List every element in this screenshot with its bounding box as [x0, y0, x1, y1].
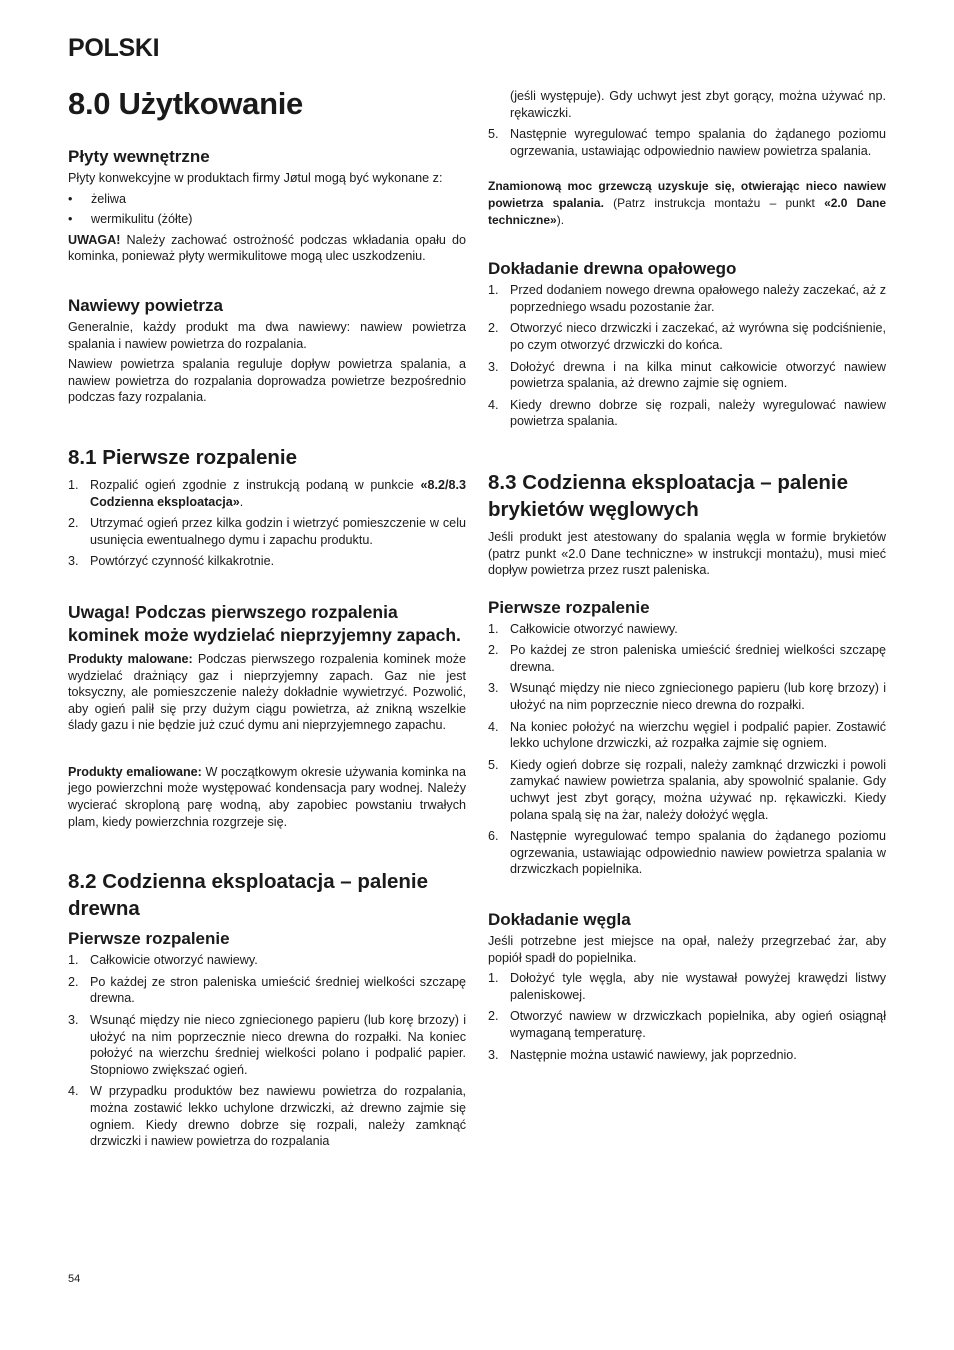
- plyty-list: [68, 191, 466, 228]
- list-item: 2. Otworzyć nieco drzwiczki i zaczekać, aż wyrówna się podciśnienie, po czym otworzyć drzwiczki do końca.: [488, 321, 886, 352]
- left-column: [68, 146, 466, 1155]
- heading-dokladanie-wegla: Dokładanie węgla: [488, 910, 631, 929]
- heading-nawiewy: Nawiewy powietrza: [68, 295, 223, 315]
- list-item: 2. Po każdej ze stron paleniska umieścić średniej wielkości szczapę drewna.: [68, 974, 466, 1006]
- right-column: [488, 88, 886, 1068]
- list-wegiel: [488, 970, 886, 1063]
- page-title: 8.0 Użytkowanie: [68, 86, 303, 121]
- list-item: 2. Utrzymać ogień przez kilka godzin i wietrzyć pomieszczenie w celu usunięcia ewentualnego dymu i zapachu produktu.: [68, 516, 466, 547]
- plyty-note: UWAGA! Należy zachować ostrożność podczas wkładania opału do kominka, ponieważ płyty wermikulitowe mogą ulec uszkodzeniu.: [68, 232, 466, 264]
- subheading-8-2: Pierwsze rozpalenie: [68, 929, 230, 949]
- list-item: 4. Kiedy drewno dobrze się rozpali, należy wyregulować nawiew powietrza spalania.: [488, 397, 886, 429]
- list-item: 5. Następnie wyregulować tempo spalania do żądanego poziomu ogrzewania, ustawiając odpowiednio nawiew powietrza spalania.: [488, 127, 886, 158]
- list-item: 6. Następnie wyregulować tempo spalania do żądanego poziomu ogrzewania, ustawiając odpowiednio nawiew powietrza spalania w drzwiczkach popielnika.: [488, 829, 886, 877]
- list-8-2-cont: [488, 88, 886, 159]
- list-item: 1. Rozpalić ogień zgodnie z instrukcją podaną w punkcie «8.2/8.3 Codzienna eksploatacja».: [68, 477, 466, 509]
- heading-8-1: 8.1 Pierwsze rozpalenie: [68, 445, 298, 469]
- list-item: 1. Całkowicie otworzyć nawiewy.: [488, 621, 678, 636]
- list-8-3: [488, 621, 886, 878]
- uwaga-p2: Produkty emaliowane: W początkowym okresie używania kominka na jego powierzchni może występować kondensacja pary wodnej. Należy wycierać skroploną parę wodną, aby zapobiec powstaniu trwałych plam, kiedy powierzchnia rozgrzeje się.: [68, 764, 467, 829]
- heading-8-2: 8.2 Codzienna eksploatacja – palenie drewna: [68, 870, 429, 921]
- list-item: 4. W przypadku produktów bez nawiewu powietrza do rozpalania, można zostawić lekko uchylone drzwiczki, aż drewno zajmie się ogniem. Kiedy drewno dobrze się rozpali, należy zamknąć drzwiczki i nawiew powietrza do rozpalania: [68, 1084, 466, 1149]
- list-item: (jeśli występuje). Gdy uchwyt jest zbyt gorący, można używać np. rękawiczki.: [510, 89, 886, 120]
- list-item: 3. Wsunąć między nie nieco zgniecionego papieru (lub korę brzozy) i ułożyć na nim poprzecznie nieco drewna do rozpałki. Na koniec położyć na wierzchu średniej wielkości polano i podpalić papier. Stopniowo zwiększać ogień.: [68, 1013, 466, 1077]
- heading-uwaga: Uwaga! Podczas pierwszego rozpalenia kominek może wydzielać nieprzyjemny zapach.: [68, 601, 461, 645]
- list-item: 2. Po każdej ze stron paleniska umieścić średniej wielkości szczapę drewna.: [488, 643, 886, 674]
- list-item: 2. Otworzyć nawiew w drzwiczkach popielnika, aby ogień osiągnął wymaganą temperaturę.: [488, 1009, 886, 1040]
- list-item: 4. Na koniec położyć na wierzchu węgiel i podpalić papier. Zostawić lekko uchylone drzwiczki, aż rozpałka zajmie się ogniem.: [488, 719, 886, 751]
- heading-8-3: 8.3 Codzienna eksploatacja – palenie brykietów węglowych: [488, 470, 849, 521]
- s83-intro: Jeśli produkt jest atestowany do spalania węgla w formie brykietów (patrz punkt «2.0 Dane techniczne» w instrukcji montażu), musi mieć dopływ powietrza przez ruszt paleniska.: [488, 529, 886, 578]
- list-item: 5. Kiedy ogień dobrze się rozpali, należy zamknąć drzwiczki i powoli zamykać nawiew powietrza spalania, aby spowolnić spalanie. Gdy uchwyt jest zbyt gorący, można używać np. rękawiczki. Kiedy polana spalą się na żar, należy dołożyć węgla.: [488, 757, 886, 822]
- heading-dokladanie-drewna: Dokładanie drewna opałowego: [488, 259, 737, 279]
- list-item: 1. Przed dodaniem nowego drewna opałowego należy zaczekać, aż z poprzedniego wsadu pozostanie żar.: [488, 283, 886, 314]
- nawiewy-p2: Nawiew powietrza spalania reguluje dopływ powietrza spalania, a nawiew powietrza do rozpalania doprowadza powietrze bezpośrednio podczas fazy rozpalania.: [68, 357, 466, 405]
- list-dokladanie: [488, 282, 886, 430]
- language-label: POLSKI: [68, 34, 160, 62]
- list-item: • wermikulitu (żółte): [68, 212, 193, 227]
- list-item: 3. Następnie można ustawić nawiewy, jak poprzednio.: [488, 1047, 797, 1062]
- list-item: 1. Dołożyć tyle węgla, aby nie wystawał powyżej krawędzi listwy paleniskowej.: [488, 971, 886, 1002]
- list-item: 3. Dołożyć drewna i na kilka minut całkowicie otworzyć nawiew powietrza spalania, aż drewno zajmie się ogniem.: [488, 359, 886, 391]
- page-number: 54: [68, 1273, 81, 1285]
- list-8-1: [68, 477, 466, 570]
- list-item: 1. Całkowicie otworzyć nawiewy.: [68, 953, 258, 968]
- wegiel-intro: Jeśli potrzebne jest miejsce na opał, należy przegrzebać żar, aby popiół spadł do popielnika.: [488, 934, 886, 965]
- heading-plyty: Płyty wewnętrzne: [68, 147, 210, 166]
- uwaga-p1: Produkty malowane: Podczas pierwszego rozpalenia kominek może wydzielać drażniący gaz i nieprzyjemny zapach. Gaz nie jest toksyczny, ale pomieszczenie należy dokładnie wywietrzyć. Pozwolić, aby ogień palił się przy dużym ciągu powietrza, aż znikną wszelkie ślady gazu i nie będzie już czuć dymu ani nieprzyjemnego zapachu.: [68, 651, 466, 733]
- subheading-8-3: Pierwsze rozpalenie: [488, 597, 650, 617]
- list-item: 3. Wsunąć między nie nieco zgniecionego papieru (lub korę brzozy) i ułożyć na nim poprzecznie nieco drewna do rozpałki.: [488, 681, 886, 713]
- list-8-2: [68, 952, 466, 1150]
- list-item: 3. Powtórzyć czynność kilkakrotnie.: [68, 554, 275, 569]
- znamionowa-note: Znamionową moc grzewczą uzyskuje się, otwierając nieco nawiew powietrza spalania. (Patrz instrukcja montażu – punkt «2.0 Dane techniczne»).: [488, 179, 886, 227]
- plyty-intro: Płyty konwekcyjne w produktach firmy Jøtul mogą być wykonane z:: [68, 171, 443, 185]
- list-item: • żeliwa: [68, 191, 126, 206]
- nawiewy-p1: Generalnie, każdy produkt ma dwa nawiewy: nawiew powietrza spalania i nawiew powietrza do rozpalania.: [68, 319, 466, 351]
